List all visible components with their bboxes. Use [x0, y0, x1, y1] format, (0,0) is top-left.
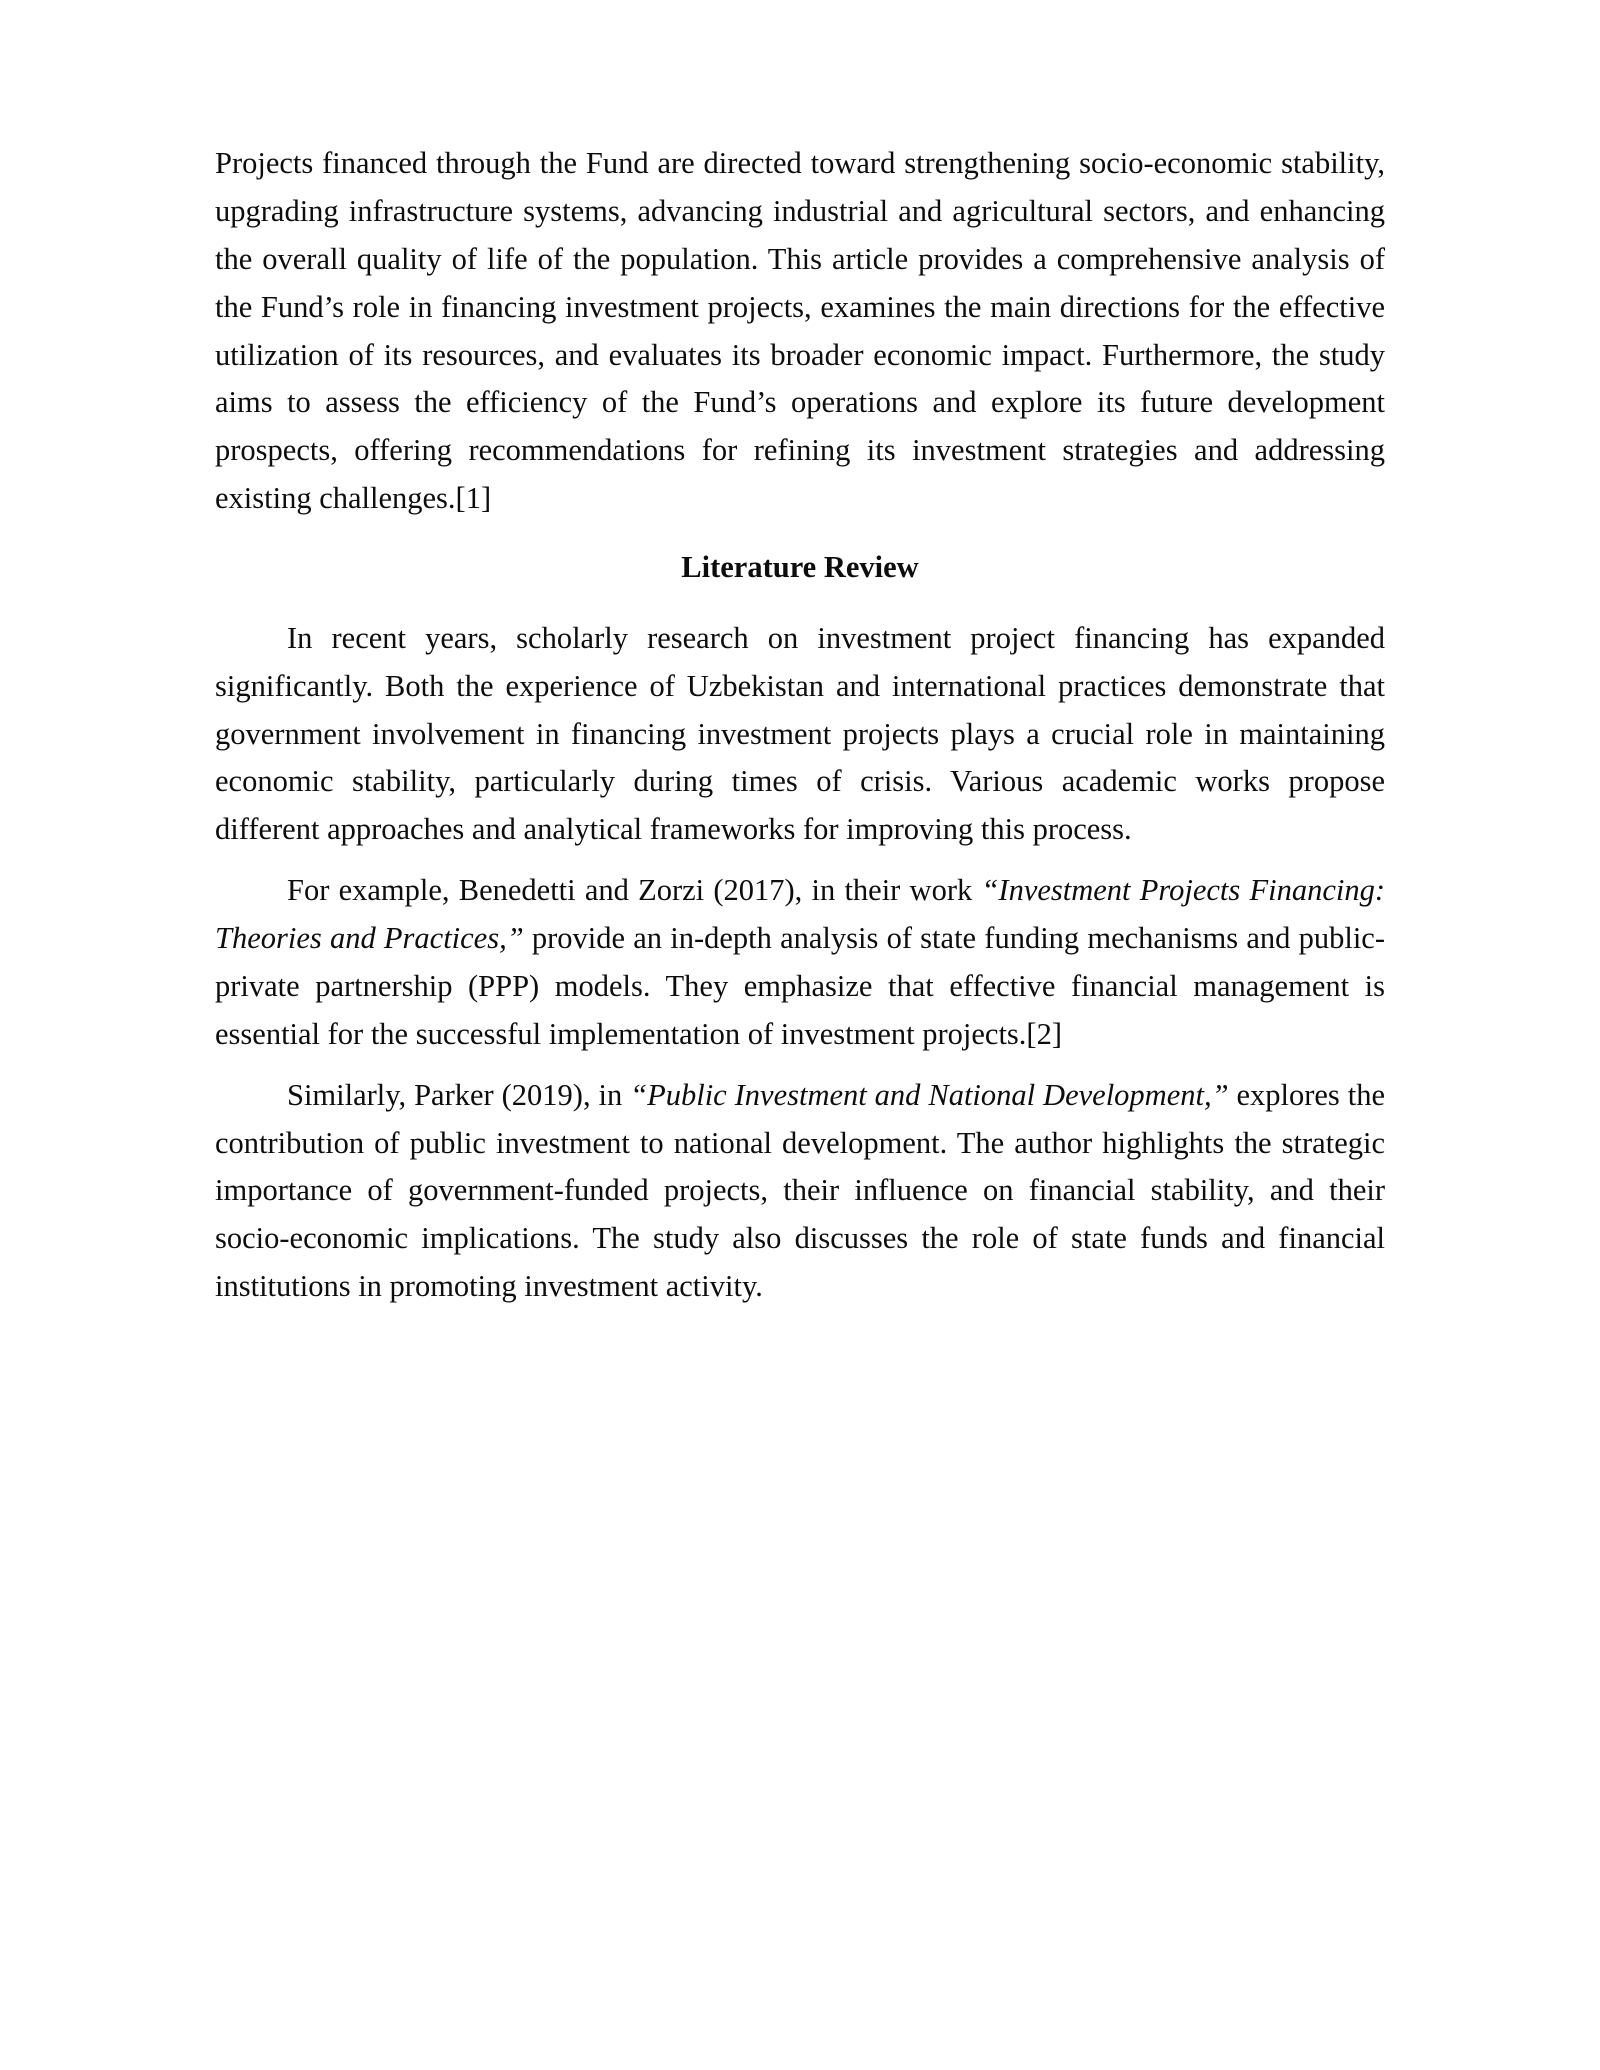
citation-title-public-investment-and-national-development: “Public Investment and National Development,” — [630, 1077, 1229, 1112]
paragraph-text-lead: For example, Benedetti and Zorzi (2017), in their work — [287, 873, 982, 908]
paragraph-spacer — [215, 857, 1385, 867]
section-heading-literature-review: Literature Review — [681, 550, 919, 584]
paragraph-benedetti-zorzi — [215, 867, 1385, 1059]
citation-title-investment-projects-financing: “Investment Projects Financing: Theories and Practices,” — [215, 873, 1385, 955]
paragraph-parker — [215, 1072, 1385, 1311]
paragraph-text-tail: provide an in-depth analysis of state funding mechanisms and public-private partnership (PPP) models. They emphasize that effective financial management is essential for the successful implementation of investment projects.[2] — [215, 921, 1385, 1051]
paragraph-recent-years — [215, 615, 1385, 854]
paragraph-text-lead: Similarly, Parker (2019), in — [287, 1077, 631, 1112]
paragraph-spacer — [215, 1062, 1385, 1072]
paragraph-text: In recent years, scholarly research on investment project financing has expanded significantly. Both the experience of Uzbekistan and international practices demonstrate that government involvement in financing investment projects plays a crucial role in maintaining economic stability, particularly during times of crisis. Various academic works propose different approaches and analytical frameworks for improving this process. — [215, 620, 1385, 847]
paragraph-text: Projects financed through the Fund are directed toward strengthening socio-economic stability, upgrading infrastructure systems, advancing industrial and agricultural sectors, and enhancing the overall quality of life of the population. This article provides a comprehensive analysis of the Fund’s role in financing investment projects, examines the main directions for the effective utilization of its resources, and evaluates its broader economic impact. Furthermore, the study aims to assess the efficiency of the Fund’s operations and explore its future development prospects, offering recommendations for refining its investment strategies and addressing existing challenges.[1] — [215, 146, 1385, 516]
paragraph-text-tail: explores the contribution of public investment to national development. The author highlights the strategic importance of government-funded projects, their influence on financial stability, and their socio-economic implications. The study also discusses the role of state funds and financial institutions in promoting investment activity. — [215, 1077, 1385, 1304]
paragraph-intro — [215, 140, 1385, 523]
